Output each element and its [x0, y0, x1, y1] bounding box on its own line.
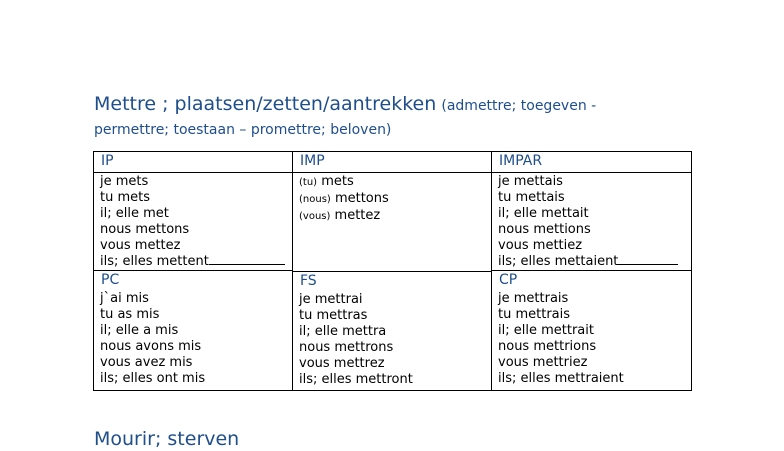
table-line-text: mettez: [334, 208, 381, 223]
conjugation-table: [93, 151, 692, 391]
table-line: je mettais: [498, 174, 563, 189]
table-line: nous mettons: [100, 222, 190, 237]
next-verb-heading: Mourir; sterven: [94, 428, 240, 450]
table-line: il; elle a mis: [100, 323, 179, 338]
table-body-row: [94, 173, 692, 391]
cell-header-pc: PC: [94, 270, 292, 290]
table-line: nous mettions: [498, 222, 591, 237]
cell-header-fs: FS: [293, 271, 491, 291]
table-line: vous mettriez: [498, 355, 588, 370]
table-line: je mets: [100, 174, 149, 189]
table-line: tu mettras: [299, 308, 368, 323]
table-line: tu mettais: [498, 190, 565, 205]
table-line: vous mettiez: [498, 238, 583, 253]
table-line: il; elle mettrait: [498, 323, 594, 338]
verb-title-main: Mettre ; plaatsen/zetten/aantrekken: [94, 93, 437, 115]
table-line: [299, 174, 491, 191]
table-line-text: ils; elles mettent: [100, 254, 209, 269]
table-line: [299, 208, 491, 225]
table-line: nous avons mis: [100, 339, 202, 354]
table-line: vous mettez: [100, 238, 181, 253]
cell-header-ip: IP: [94, 152, 293, 173]
table-line: tu as mis: [100, 307, 160, 322]
table-line: tu mettrais: [498, 307, 571, 322]
table-line: ils; elles mettront: [299, 372, 413, 387]
table-line: [498, 254, 691, 270]
cell-imp: [293, 173, 492, 391]
table-line: [100, 254, 292, 270]
table-line: nous mettrions: [498, 339, 597, 354]
cell-ip: [94, 173, 293, 391]
table-bottom-border: [94, 391, 692, 392]
table-header-row-1: [94, 152, 692, 173]
table-line: vous avez mis: [100, 355, 193, 370]
table-line: il; elle met: [100, 206, 169, 221]
table-line: j`ai mis: [100, 291, 149, 306]
table-line-text: ils; elles mettaient: [498, 254, 619, 269]
table-line: il; elle mettait: [498, 206, 589, 221]
cell-header-cp: CP: [492, 270, 691, 290]
cell-header-impar: IMPAR: [492, 152, 692, 173]
table-line-text: mettons: [334, 191, 389, 206]
cell-header-imp: IMP: [293, 152, 492, 173]
pronoun: (nous): [299, 194, 331, 205]
table-line: [299, 191, 491, 208]
table-line: je mettrais: [498, 291, 569, 306]
table-line: il; elle mettra: [299, 324, 387, 339]
verb-title-line2: permettre; toestaan – promettre; beloven): [94, 122, 392, 138]
cell-impar: [492, 173, 692, 391]
pronoun: (tu): [299, 177, 318, 188]
table-line-text: mets: [321, 174, 354, 189]
verb-title-sub: (admettre; toegeven -: [441, 98, 597, 114]
verb-title: [94, 93, 694, 142]
table-line: vous mettrez: [299, 356, 385, 371]
pronoun: (vous): [299, 211, 331, 222]
table-line: ils; elles mettraient: [498, 371, 624, 386]
table-line: tu mets: [100, 190, 151, 205]
table-line: ils; elles ont mis: [100, 371, 206, 386]
table-line: nous mettrons: [299, 340, 394, 355]
table-line: je mettrai: [299, 292, 363, 307]
